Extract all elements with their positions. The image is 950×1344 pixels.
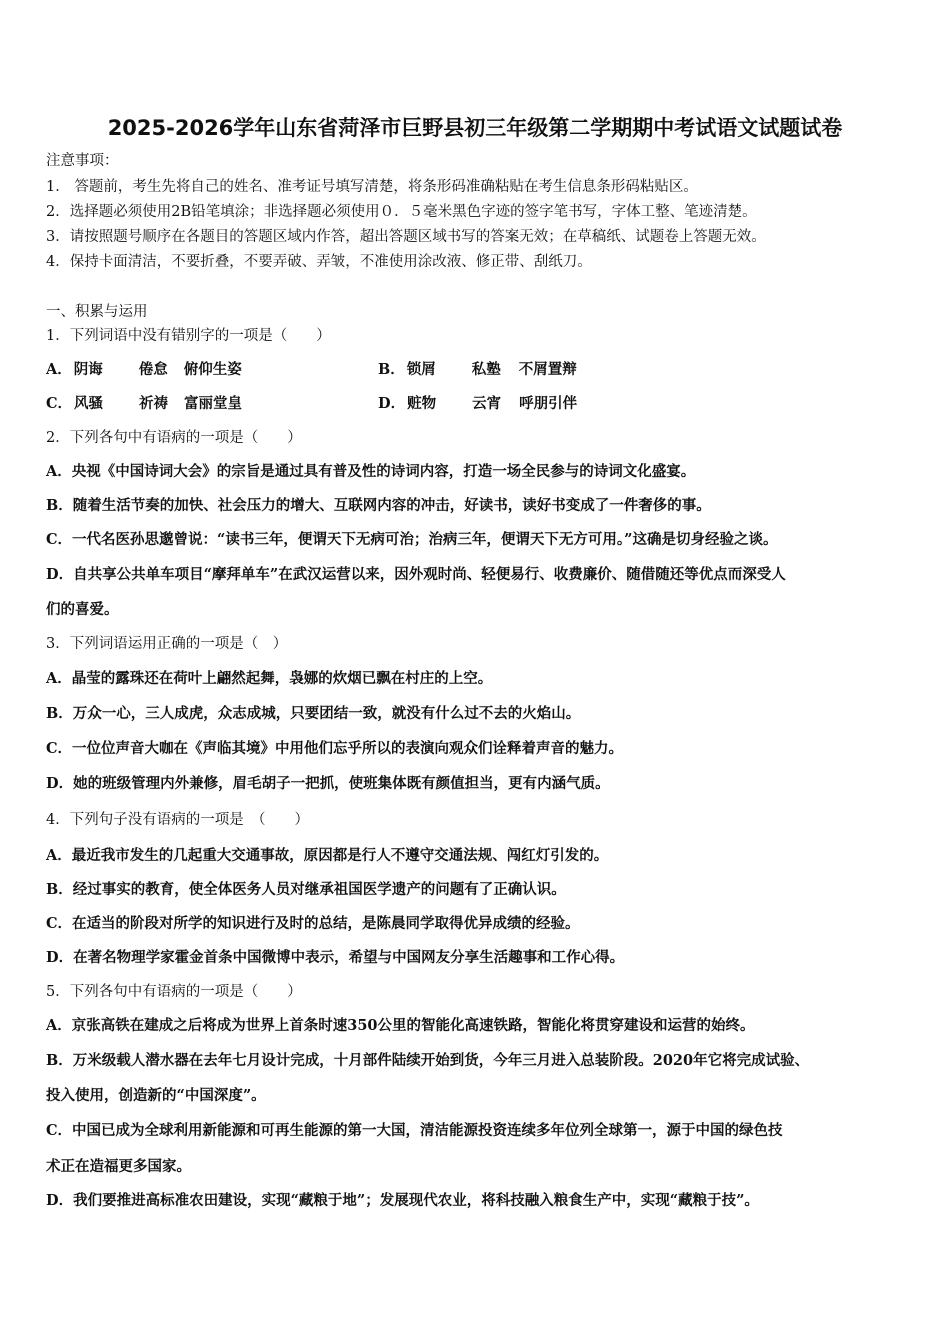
q1-option-a-word-2: 倦怠 — [138, 361, 168, 378]
question-4-stem: 4．下列句子没有语病的一项是 （ ） — [46, 812, 309, 828]
section-heading: 一、积累与运用 — [46, 304, 148, 320]
q1-option-b-word-1: 锁屑 — [406, 361, 436, 378]
notice-heading: 注意事项： — [46, 153, 119, 169]
q1-option-c-label: C． — [46, 395, 73, 412]
q1-option-d-word-2: 云宵 — [472, 395, 502, 412]
q3-option-b: B．万众一心，三人成虎，众志成城，只要团结一致，就没有什么过不去的火焰山。 — [46, 705, 581, 722]
question-1-stem: 1．下列词语中没有错别字的一项是（ ） — [46, 328, 331, 344]
q1-option-c-word-1: 风骚 — [74, 395, 104, 412]
q1-option-b-word-3: 不屑置辩 — [518, 361, 577, 378]
q1-option-b-label: B． — [378, 361, 405, 378]
q1-option-a — [46, 360, 242, 380]
notice-item-2: 2．选择题必须使用2B铅笔填涂；非选择题必须使用０．５毫米黑色字迹的签字笔书写，字体工整、笔迹清楚。 — [46, 204, 757, 220]
q2-option-b: B．随着生活节奏的加快、社会压力的增大、互联网内容的冲击，好读书，读好书变成了一件奢侈的事。 — [46, 497, 711, 514]
q1-option-c — [46, 394, 242, 414]
q4-option-a: A．最近我市发生的几起重大交通事故，原因都是行人不遵守交通法规、闯红灯引发的。 — [46, 847, 609, 864]
q5-option-c-line2: 术正在造福更多国家。 — [46, 1158, 191, 1175]
q1-option-c-word-2: 祈祷 — [139, 395, 169, 412]
q2-option-c: C．一代名医孙思邈曾说：“读书三年，便谓天下无病可治；治病三年，便谓天下无方可用。”这确是切身经验之谈。 — [46, 531, 778, 548]
exam-title: 2025-2026学年山东省菏泽市巨野县初三年级第二学期期中考试语文试题试卷 — [107, 116, 843, 140]
q2-option-d-line2: 们的喜爱。 — [46, 601, 119, 618]
q1-option-a-word-3: 俯仰生姿 — [183, 361, 242, 378]
q3-option-a: A．晶莹的露珠还在荷叶上翩然起舞，袅娜的炊烟已飘在村庄的上空。 — [46, 670, 493, 687]
q5-option-b-line1: B．万米级载人潜水器在去年七月设计完成，十月部件陆续开始到货，今年三月进入总装阶段。2020年它将完成试验、 — [46, 1052, 810, 1069]
q1-option-a-label: A． — [46, 361, 72, 378]
q4-option-b: B．经过事实的教育，使全体医务人员对继承祖国医学遗产的问题有了正确认识。 — [46, 881, 566, 898]
q1-option-d — [378, 394, 577, 414]
q1-option-d-label: D． — [378, 395, 406, 412]
q5-option-b-line2: 投入使用，创造新的“中国深度”。 — [46, 1087, 266, 1104]
q1-option-c-word-3: 富丽堂皇 — [184, 395, 243, 412]
q2-option-d-line1: D．自共享公共单车项目“摩拜单车”在武汉运营以来，因外观时尚、轻便易行、收费廉价、随借随还等优点而深受人 — [46, 566, 786, 583]
q3-option-c: C．一位位声音大咖在《声临其境》中用他们忘乎所以的表演向观众们诠释着声音的魅力。 — [46, 740, 624, 757]
q5-option-a: A．京张高铁在建成之后将成为世界上首条时速350公里的智能化高速铁路，智能化将贯穿建设和运营的始终。 — [46, 1017, 755, 1034]
question-3-stem: 3．下列词语运用正确的一项是（ ） — [46, 636, 288, 652]
notice-item-4: 4．保持卡面清洁，不要折叠，不要弄破、弄皱，不准使用涂改液、修正带、刮纸刀。 — [46, 254, 592, 270]
q2-option-a: A．央视《中国诗词大会》的宗旨是通过具有普及性的诗词内容，打造一场全民参与的诗词文化盛宴。 — [46, 463, 696, 480]
question-2-stem: 2．下列各句中有语病的一项是（ ） — [46, 430, 302, 446]
notice-item-1: 1． 答题前，考生先将自己的姓名、准考证号填写清楚，将条形码准确粘贴在考生信息条形码粘贴区。 — [46, 179, 698, 195]
q4-option-c: C．在适当的阶段对所学的知识进行及时的总结，是陈晨同学取得优异成绩的经验。 — [46, 915, 580, 932]
q5-option-c-line1: C．中国已成为全球利用新能源和可再生能源的第一大国，清洁能源投资连续多年位列全球第一，源于中国的绿色技 — [46, 1122, 783, 1139]
q1-option-b-word-2: 私塾 — [471, 361, 501, 378]
q3-option-d: D．她的班级管理内外兼修，眉毛胡子一把抓，使班集体既有颜值担当，更有内涵气质。 — [46, 775, 610, 792]
q1-option-a-word-1: 阴诲 — [73, 361, 103, 378]
q5-option-d: D．我们要推进高标准农田建设，实现“藏粮于地”；发展现代农业，将科技融入粮食生产中，实现“藏粮于技”。 — [46, 1192, 759, 1209]
q1-option-b — [378, 360, 577, 380]
question-5-stem: 5．下列各句中有语病的一项是（ ） — [46, 984, 302, 1000]
q4-option-d: D．在著名物理学家霍金首条中国微博中表示，希望与中国网友分享生活趣事和工作心得。 — [46, 949, 625, 966]
notice-item-3: 3．请按照题号顺序在各题目的答题区域内作答，超出答题区域书写的答案无效；在草稿纸、试题卷上答题无效。 — [46, 229, 766, 245]
q1-option-d-word-3: 呼朋引伴 — [519, 395, 578, 412]
q1-option-d-word-1: 赃物 — [407, 395, 437, 412]
